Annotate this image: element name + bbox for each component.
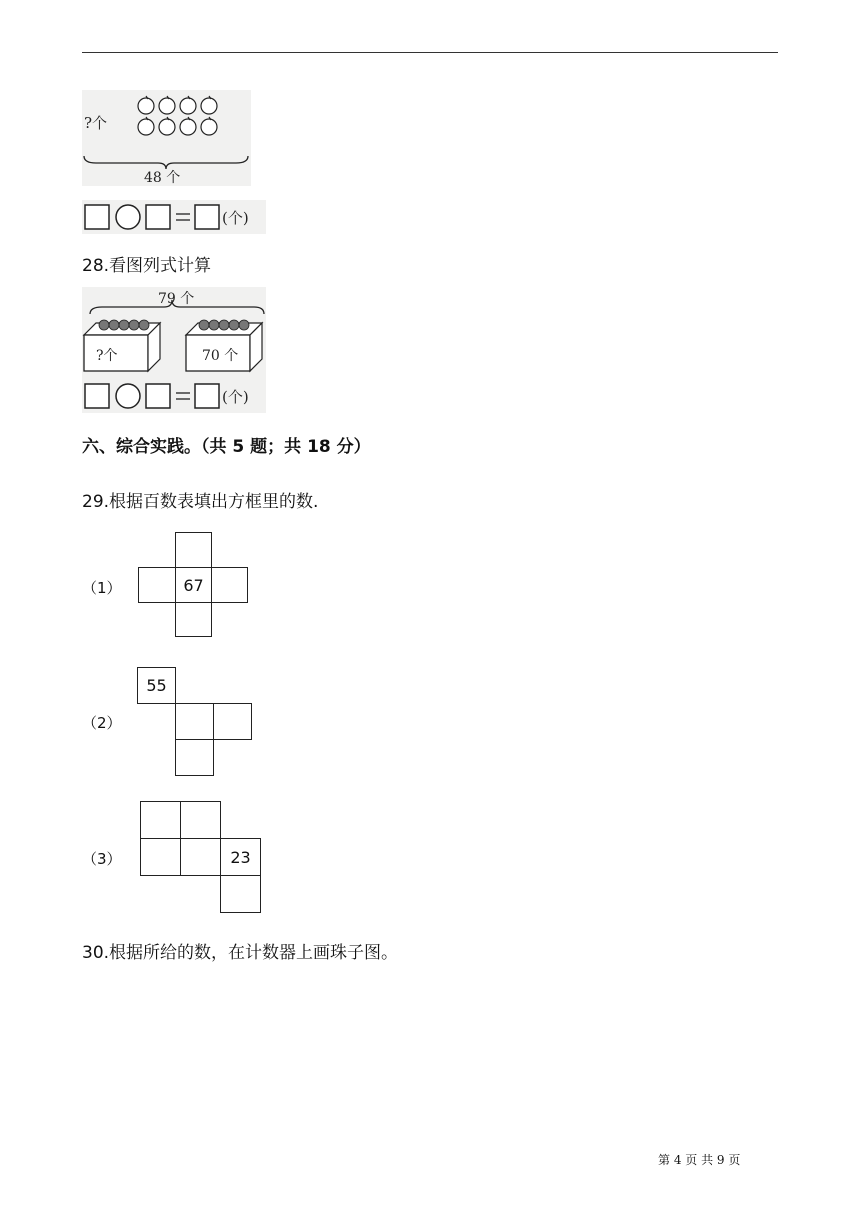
- box-right-label: 70 个: [202, 348, 239, 364]
- apple-icons: [138, 98, 217, 135]
- left-box: [84, 320, 160, 371]
- blank-cell: [138, 567, 176, 603]
- unit-label: (个): [222, 388, 249, 406]
- header-rule: [82, 52, 778, 53]
- blank-cell: [175, 703, 214, 740]
- blank-cell: [211, 567, 248, 603]
- total-count-label: 79 个: [158, 291, 195, 307]
- answer-box: [195, 205, 219, 229]
- part-1-label: （1）: [82, 579, 122, 597]
- operator-circle: [116, 384, 140, 408]
- blank-box: [85, 205, 109, 229]
- blank-box: [146, 205, 170, 229]
- q28-box-figure: [82, 287, 266, 379]
- given-number-cell: 55: [137, 667, 176, 704]
- section-6-title: 六、综合实践。（共 5 题；共 18 分）: [82, 437, 371, 457]
- blank-cell: [220, 875, 261, 913]
- question-30-title: 30.根据所给的数，在计数器上画珠子图。: [82, 943, 399, 963]
- part-3-label: （3）: [82, 850, 122, 868]
- unknown-count-label: ?个: [84, 114, 108, 132]
- given-number-cell: 23: [220, 838, 261, 876]
- operator-circle: [116, 205, 140, 229]
- q28-equation-template: [82, 379, 266, 413]
- q27-equation-template: [82, 200, 266, 234]
- blank-cell: [140, 801, 181, 839]
- blank-box: [146, 384, 170, 408]
- total-count-label: 48 个: [144, 170, 181, 186]
- blank-cell: [175, 532, 212, 568]
- page-number-footer: 第 4 页 共 9 页: [658, 1153, 741, 1167]
- blank-cell: [175, 739, 214, 776]
- blank-cell: [180, 838, 221, 876]
- question-28-title: 28.看图列式计算: [82, 256, 212, 276]
- blank-cell: [175, 602, 212, 637]
- q27-apple-figure: [82, 90, 251, 186]
- blank-cell: [180, 801, 221, 839]
- box-left-label: ?个: [96, 348, 118, 364]
- given-number-cell: 67: [175, 567, 212, 603]
- answer-box: [195, 384, 219, 408]
- unit-label: (个): [222, 209, 249, 227]
- apple-illustration: [82, 90, 251, 186]
- blank-cell: [140, 838, 181, 876]
- blank-cell: [213, 703, 252, 740]
- part-2-label: （2）: [82, 714, 122, 732]
- blank-box: [85, 384, 109, 408]
- question-29-title: 29.根据百数表填出方框里的数.: [82, 492, 319, 512]
- brace-shape: [84, 156, 248, 169]
- right-box: [186, 320, 262, 371]
